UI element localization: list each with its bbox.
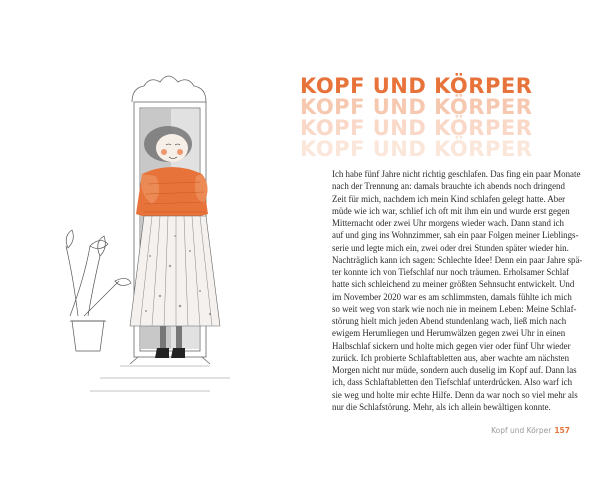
body-line: müde wie ich war, schlief ich oft mit ihm ein und wurde erst gegen xyxy=(332,205,570,216)
body-line: ich, dass Schlaftabletten den Tiefschlaf unterdrücken. Also warf ich xyxy=(332,377,573,388)
body-line: Halbschlaf sickern und holte mich gegen vier oder fünf Uhr wieder xyxy=(332,340,571,351)
page-footer xyxy=(491,426,570,435)
plant-icon xyxy=(66,230,131,351)
body-line: Nachträglich kann ich sagen: Schlechte Idee! Denn ein paar Jahre spä- xyxy=(332,254,583,265)
body-paragraph xyxy=(332,168,583,413)
body-line: ewigem Herumliegen und Herumwälzen gegen zwei Uhr in einen xyxy=(332,328,566,339)
body-line: nach der Trennung an: damals brauchte ich abends noch dringend xyxy=(332,181,565,192)
page-number: 157 xyxy=(554,426,570,435)
chapter-title-block xyxy=(300,76,590,160)
body-line: Morgen nicht nur müde, sondern auch duselig im Kopf auf. Dann las xyxy=(332,365,577,375)
illustration xyxy=(60,66,300,406)
body-line: ter konnte ich von Tiefschlaf nur noch träumen. Erholsamer Schlaf xyxy=(332,267,570,277)
body-line: störung hielt mich jeden Abend stundenlang wach, ließ mich nach xyxy=(332,316,567,326)
footer-section-title: Kopf und Körper xyxy=(491,426,552,435)
body-line: Mitternacht oder zwei Uhr morgens wieder wach. Dann stand ich xyxy=(332,218,564,228)
body-line: auf und ging ins Wohnzimmer, sah ein paar Folgen meiner Lieblings- xyxy=(332,230,579,241)
title-echo-3: KOPF UND KÖRPER xyxy=(300,137,533,161)
body-line: so weit weg von stark wie noch nie in meinem Leben: Meine Schlaf- xyxy=(332,303,577,314)
body-line: Zeit für mich, nachdem ich mein Kind schlafen gelegt hatte. Aber xyxy=(332,193,566,204)
body-line: sie weg und holte mir echte Hilfe. Denn da war noch so viel mehr als xyxy=(332,389,578,400)
title-echo-1: KOPF UND KÖRPER xyxy=(300,95,533,119)
body-line: zurück. Ich probierte Schlaftabletten aus, aber wachte am nächsten xyxy=(332,352,570,363)
body-line: Ich habe fünf Jahre nicht richtig geschlafen. Das fing ein paar Monate xyxy=(332,169,581,179)
body-line: im November 2020 war es am schlimmsten, damals fühlte ich mich xyxy=(332,291,572,302)
body-line: nur die Schlafstörung. Mehr, als ich allein bewältigen konnte. xyxy=(332,401,551,412)
title-echo-2: KOPF UND KÖRPER xyxy=(300,116,533,140)
body-line: serie und legte mich ein, zwei oder drei Stunden später wieder hin. xyxy=(332,242,569,253)
chapter-title: KOPF UND KÖRPER xyxy=(300,74,533,98)
body-line: hatte sich schleichend zu meiner größten Sehnsucht entwickelt. Und xyxy=(332,279,575,290)
